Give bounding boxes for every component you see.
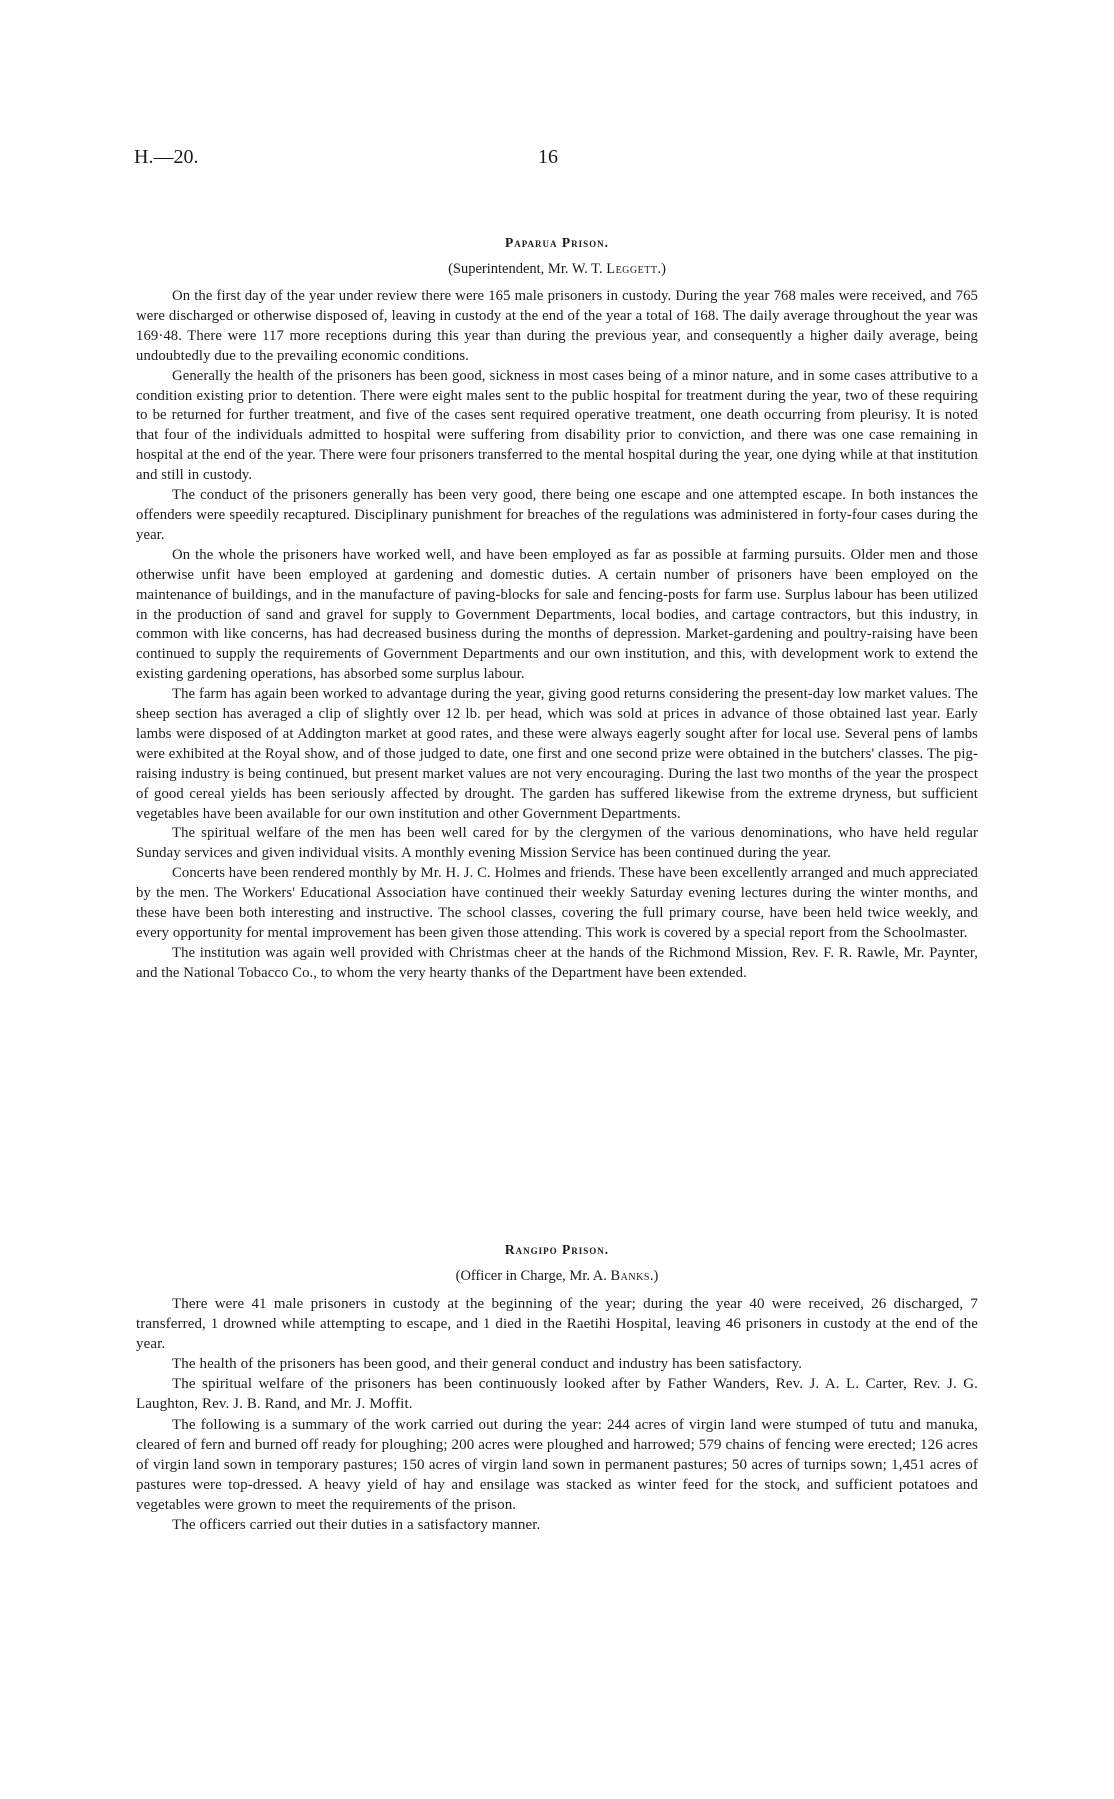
paragraph: On the first day of the year under review there were 165 male prisoners in custody. During the year 768 males were received, and 765 were discharged or otherwise disposed of, leaving in custody at the end of the year a total of 168. The daily average throughout the year was 169·48. There were 117 more receptions during this year than during the previous year, and consequently a higher daily average, being undoubtedly due to the prevailing economic conditions. xyxy=(136,288,978,364)
paragraph: Generally the health of the prisoners has been good, sickness in most cases being of a minor nature, and in some cases attributive to a condition existing prior to detention. There were eight males sent to the public hospital for treatment during the year, two of these requiring to be returned for further treatment, and five of the cases sent required operative treatment, one death occurring from pleurisy. It is noted that four of the individuals admitted to hospital were suffering from disability prior to conviction, and there was one case remaining in hospital at the end of the year. There were four prisoners transferred to the mental hospital during the year, one dying while at that institution and still in custody. xyxy=(136,367,978,484)
subtitle-name: Leggett xyxy=(606,261,658,277)
page-header xyxy=(134,146,980,172)
section-title: Rangipo Prison. xyxy=(504,1242,610,1257)
paragraph: The officers carried out their duties in a satisfactory manner. xyxy=(172,1517,541,1534)
section-subtitle xyxy=(136,1266,978,1286)
paragraph: The farm has again been worked to advantage during the year, giving good returns considering the present-day low market values. The sheep section has averaged a clip of slightly over 12 lb. per head, which was sold at prices in advance of those obtained last year. Early lambs were disposed of at Addington market at good rates, and these were always eagerly sought after for local use. Several pens of lambs were exhibited at the Royal show, and of those judged to date, one first and one second prize were obtained in the butchers' classes. The pig-raising industry is being continued, but present market values are not very encouraging. During the last two months of the year the prospect of good cereal yields has been seriously affected by drought. The garden has suffered likewise from the extreme dryness, but sufficient vegetables have been available for our own institution and other Government Departments. xyxy=(136,686,978,822)
paparua-prison-section xyxy=(136,233,978,984)
rangipo-prison-section xyxy=(136,1240,978,1535)
subtitle-suffix: .) xyxy=(657,261,666,277)
subtitle-prefix: (Officer in Charge, Mr. A. xyxy=(455,1268,611,1284)
paragraph: On the whole the prisoners have worked well, and have been employed as far as possible at farming pursuits. Older men and those otherwise unfit have been employed at gardening and domestic duties. A certain number of prisoners have been employed on the maintenance of buildings, and in the manufacture of paving-blocks for sale and fencing-posts for farm use. Surplus labour has been utilized in the production of sand and gravel for supply to Government Departments, local bodies, and cartage contractors, but this industry, in common with like concerns, has had decreased business during the months of depression. Market-gardening and poultry-raising have been continued to supply the requirements of Government Departments and our own institution, and this, with development work to extend the existing gardening operations, has absorbed some surplus labour. xyxy=(136,546,978,683)
subtitle-name: Banks xyxy=(610,1268,650,1284)
paragraph: The health of the prisoners has been good, and their general conduct and industry has been satisfactory. xyxy=(172,1356,803,1373)
paragraph: There were 41 male prisoners in custody at the beginning of the year; during the year 40 were received, 26 discharged, 7 transferred, 1 drowned while attempting to escape, and 1 died in the Raetihi Hospital, leaving 46 prisoners in custody at the end of the year. xyxy=(136,1296,978,1353)
page-number: 16 xyxy=(538,146,558,168)
paragraph: The institution was again well provided with Christmas cheer at the hands of the Richmond Mission, Rev. F. R. Rawle, Mr. Paynter, and the National Tobacco Co., to whom the very hearty thanks of the Department have been extended. xyxy=(136,944,978,981)
subtitle-suffix: .) xyxy=(649,1268,659,1284)
paragraph: Concerts have been rendered monthly by Mr. H. J. C. Holmes and friends. These have been excellently arranged and much appreciated by the men. The Workers' Educational Association have continued their weekly Saturday evening lectures during the winter months, and these have been both interesting and instructive. The school classes, covering the full primary course, have been held twice weekly, and every opportunity for mental improvement has been given those attending. This work is covered by a special report from the Schoolmaster. xyxy=(136,865,978,941)
paragraph: The conduct of the prisoners generally has been very good, there being one escape and one attempted escape. In both instances the offenders were speedily recaptured. Disciplinary punishment for breaches of the regulations was administered in forty-four cases during the year. xyxy=(136,487,978,543)
subtitle-prefix: (Superintendent, Mr. W. T. xyxy=(448,261,607,277)
paragraph: The spiritual welfare of the men has been well cared for by the clergymen of the various denominations, who have held regular Sunday services and given individual visits. A monthly evening Mission Service has been continued during the year. xyxy=(136,825,978,862)
document-reference: H.—20. xyxy=(134,146,199,168)
paragraph: The following is a summary of the work carried out during the year: 244 acres of virgin land were stumped of tutu and manuka, cleared of fern and burned off ready for ploughing; 200 acres were ploughed and harrowed; 579 chains of fencing were erected; 126 acres of virgin land sown in temporary pastures; 150 acres of virgin land sown in permanent pastures; 50 acres of turnips sown; 1,451 acres of pastures were top-dressed. A heavy yield of hay and ensilage was stacked as winter feed for the stock, and sufficient potatoes and vegetables were grown to meet the requirements of the prison. xyxy=(136,1416,978,1513)
paragraph: The spiritual welfare of the prisoners has been continuously looked after by Father Wanders, Rev. J. A. L. Carter, Rev. J. G. Laughton, Rev. J. B. Rand, and Mr. J. Moffit. xyxy=(136,1376,978,1413)
section-subtitle xyxy=(136,259,978,279)
section-title: Paparua Prison. xyxy=(504,235,610,250)
